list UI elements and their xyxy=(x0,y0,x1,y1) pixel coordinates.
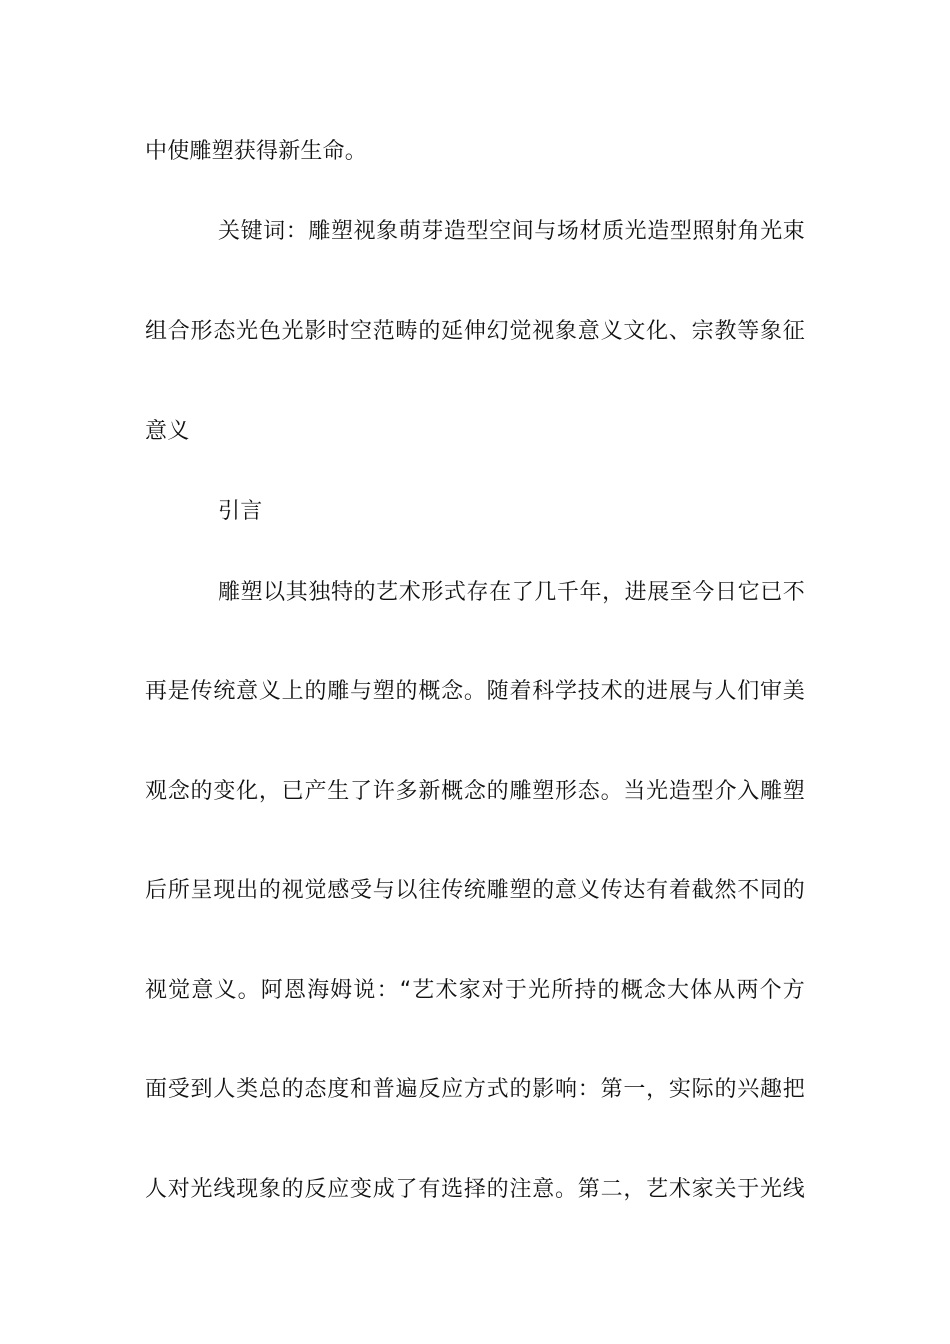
paragraph-line: 再是传统意义上的雕与塑的概念。随着科学技术的进展与人们审美 xyxy=(145,679,805,704)
paragraph-line: 后所呈现出的视觉感受与以往传统雕塑的意义传达有着截然不同的 xyxy=(145,878,805,903)
paragraph-line: 雕塑以其独特的艺术形式存在了几千年，进展至今日它已不 xyxy=(218,580,805,605)
paragraph-line: 视觉意义。阿恩海姆说：“艺术家对于光所持的概念大体从两个方 xyxy=(145,978,805,1003)
paragraph-line: 人对光线现象的反应变成了有选择的注意。第二，艺术家关于光线 xyxy=(145,1177,805,1202)
paragraph-line: 中使雕塑获得新生命。 xyxy=(145,139,368,164)
keywords-line: 组合形态光色光影时空范畴的延伸幻觉视象意义文化、宗教等象征 xyxy=(145,319,805,344)
keywords-line: 关键词：雕塑视象萌芽造型空间与场材质光造型照射角光束 xyxy=(218,219,805,244)
section-heading: 引言 xyxy=(218,499,263,524)
keywords-line: 意义 xyxy=(145,419,190,444)
paragraph-line: 面受到人类总的态度和普遍反应方式的影响：第一，实际的兴趣把 xyxy=(145,1077,805,1102)
paragraph-line: 观念的变化，已产生了许多新概念的雕塑形态。当光造型介入雕塑 xyxy=(145,779,805,804)
